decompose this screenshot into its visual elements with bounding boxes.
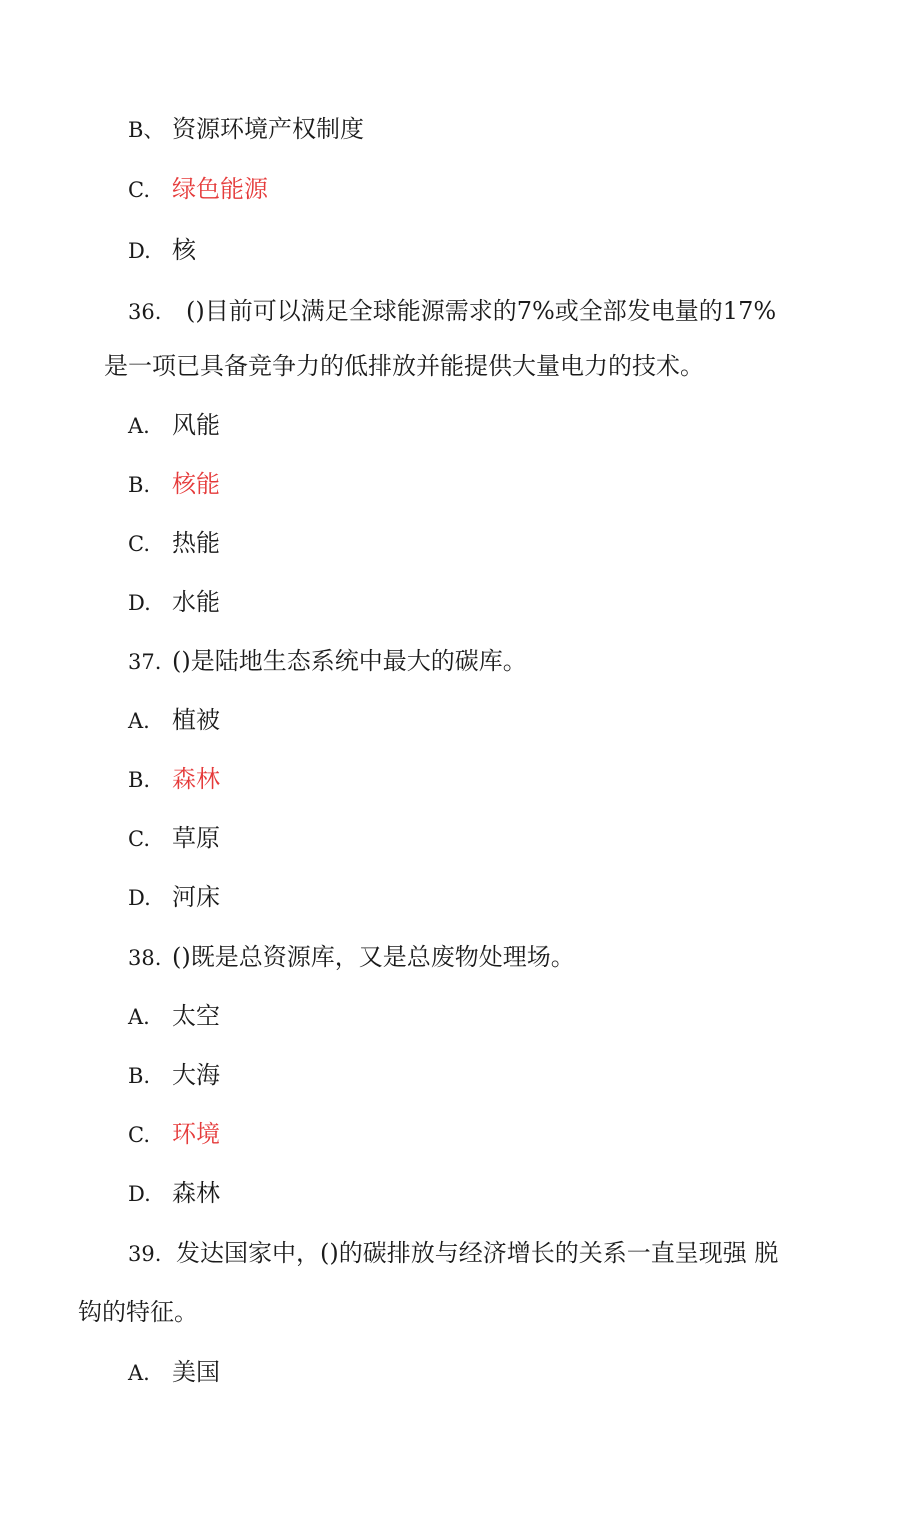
q37-option-c (128, 823, 220, 854)
question-number: 37. (128, 650, 162, 674)
option-label: B. (128, 768, 151, 792)
option-label: B、 (128, 118, 165, 142)
option-text: 资源环境产权制度 (172, 115, 364, 143)
option-text-correct: 环境 (172, 1120, 220, 1148)
option-text: 草原 (172, 824, 220, 852)
option-label: D. (128, 591, 151, 615)
option-label: B. (128, 473, 151, 497)
option-label: A. (128, 1361, 150, 1385)
q36-option-b (128, 469, 220, 500)
option-label: C. (128, 178, 150, 202)
q37-option-a (128, 705, 220, 736)
question-text-continued: 是一项已具备竞争力的低排放并能提供大量电力的技术。 (104, 352, 704, 380)
option-text: 美国 (172, 1358, 220, 1386)
q38-option-b (128, 1060, 220, 1091)
option-d-prev (128, 235, 196, 266)
q36-option-a (128, 410, 220, 441)
option-text: 核 (172, 236, 196, 264)
option-text: 风能 (172, 411, 220, 439)
q38-option-d (128, 1178, 220, 1209)
option-label: B. (128, 1064, 151, 1088)
option-text: 河床 (172, 883, 220, 911)
question-37 (128, 646, 527, 677)
q36-option-c (128, 528, 220, 559)
option-label: D. (128, 1182, 151, 1206)
q38-option-c (128, 1119, 220, 1150)
option-text-correct: 绿色能源 (172, 175, 268, 203)
question-36-line2 (104, 351, 704, 381)
question-number: 38. (128, 946, 162, 970)
option-label: C. (128, 827, 150, 851)
option-text: 热能 (172, 529, 220, 557)
question-text: ()既是总资源库，又是总废物处理场。 (172, 943, 575, 971)
option-text: 水能 (172, 588, 220, 616)
q38-option-a (128, 1001, 220, 1032)
q37-option-b (128, 764, 220, 795)
question-text: ()是陆地生态系统中最大的碳库。 (172, 647, 527, 675)
question-text-continued: 钩的特征。 (78, 1298, 198, 1326)
question-number: 36. (128, 300, 162, 324)
option-text: 太空 (172, 1002, 220, 1030)
q39-option-a (128, 1357, 220, 1388)
option-label: D. (128, 239, 151, 263)
option-b-prev (128, 114, 364, 145)
option-text-correct: 核能 (172, 470, 220, 498)
question-39-line2 (78, 1297, 198, 1327)
option-label: D. (128, 886, 151, 910)
option-label: A. (128, 709, 150, 733)
option-c-prev (128, 174, 268, 205)
option-label: C. (128, 532, 150, 556)
question-text: ()目前可以满足全球能源需求的7%或全部发电量的17% (186, 297, 777, 325)
option-text-correct: 森林 (172, 765, 220, 793)
q37-option-d (128, 882, 220, 913)
option-text: 植被 (172, 706, 220, 734)
option-text: 森林 (172, 1179, 220, 1207)
question-text: 发达国家中，()的碳排放与经济增长的关系一直呈现强 脱 (176, 1239, 779, 1267)
q36-option-d (128, 587, 220, 618)
question-number: 39. (128, 1242, 162, 1266)
question-38 (128, 942, 575, 973)
option-label: C. (128, 1123, 150, 1147)
option-text: 大海 (172, 1061, 220, 1089)
question-39-line1 (128, 1238, 778, 1269)
option-label: A. (128, 414, 150, 438)
option-label: A. (128, 1005, 150, 1029)
question-36-line1 (128, 296, 776, 327)
